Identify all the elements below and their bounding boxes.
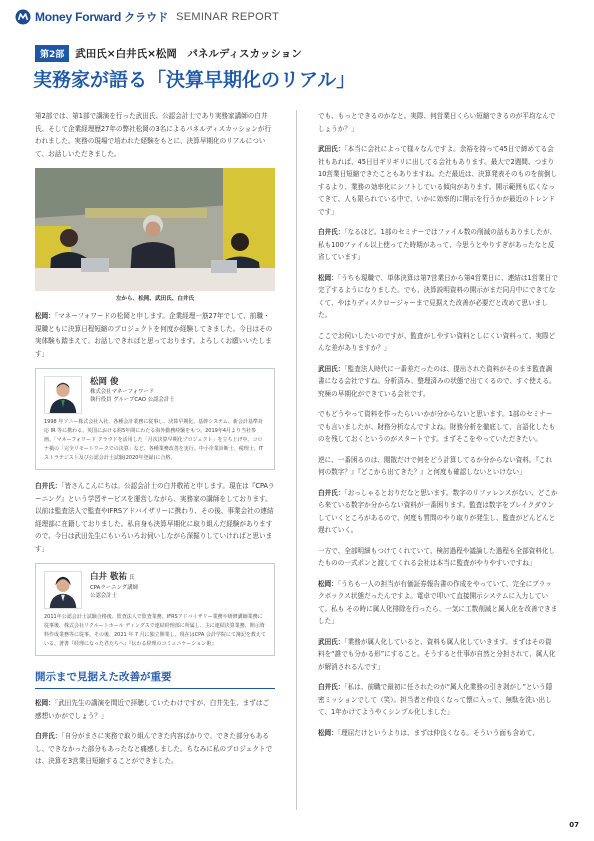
brand-suffix: クラウド bbox=[124, 11, 169, 24]
report-label: SEMINAR REPORT bbox=[176, 11, 280, 23]
dialogue-paragraph bbox=[318, 272, 558, 322]
dialogue-text: 「マネーフォワードの松岡と申します。企業経理一筋27年でして、前職・現職ともに決算日程短縮のプロジェクトを何度か経験してきました。今日はその実体験も踏まえて、お話しできればと思っております。よろしくお願いいたします」 bbox=[35, 312, 273, 358]
left-column bbox=[35, 110, 275, 776]
dialogue-paragraph bbox=[318, 681, 558, 719]
profile-name: 松岡 俊 bbox=[90, 377, 119, 387]
speaker-label: 武田氏： bbox=[318, 145, 345, 153]
speaker-label: 松岡： bbox=[318, 579, 338, 588]
profile-bio: 1998 年ソニー株式会社入社。各種会計業務に従事し、決算早期化、基幹システム、新会計基準対応 IR 等に携わる。英国における約5年間にわたる海外勤務経験をもつ。2019年4月より当社参画。「マネーフォワード クラウドを活用した「月次決算早期化プロジェクト」を立ち上げ中。コロナ禍の「完全リモートワークでの決算」など、各種業務改善を実行。中小企業診断士、税理士、ITストラテジスト及び公認会計士試験(2020年登録)に合格。 bbox=[44, 419, 264, 461]
dialogue-paragraph bbox=[318, 487, 558, 537]
right-column bbox=[318, 110, 558, 747]
profile-bio: 2011年公認会計士試験合格後、監査法人で監査業務、IFRSアドバイザリー業務や研修講師業務に従事後、株式会社リクルートホール ディングスで連結経理部に所属し、主に連結決算業務、開示資料作成業務等に従事。その後、2021 年 7 月に独立開業し、現在はCPA 会計学院にて簿記を教えている。著書『経理になった君たちへ』『伝わる経理のコミュニケーション術』 bbox=[44, 614, 266, 647]
profile-card-shirai bbox=[35, 563, 275, 656]
dialogue-paragraph bbox=[318, 363, 558, 401]
speaker-label: 松岡： bbox=[35, 312, 55, 320]
dialogue-text: 「業務が属人化していると、資料も属人化していきます。まずはその資料を“誰でも分かる形”にすること。そうすると仕事が自然と分担されて、属人化が解消されるんです」 bbox=[318, 637, 556, 671]
profile-header bbox=[44, 376, 266, 414]
column-divider bbox=[296, 110, 297, 810]
profile-title: 執行役員 グループCAO 公認会計士 bbox=[90, 397, 175, 403]
profile-header bbox=[44, 571, 266, 609]
dialogue-text: 「本当に会社によって様々なんですよ。余裕を持って45日で締めてる会社もあれば、45日目ギリギリに出してる会社もあります。最大で2週間、つまり10営業日短縮できたこともありますね。ただ最近は、決算発表そのものを前倒しするより、業務の効率化にシフトしている傾向があります。開示範囲も広くなってきて、人も限られている中で、いかに効率的に開示を行うかが最近のトレンドです」 bbox=[318, 145, 558, 216]
dialogue-text: 「武田先生の講演を間近で拝聴していたわけですが、白井先生、まずはご感想いかがでしょう？」 bbox=[35, 699, 270, 720]
dialogue-text: 「うちも現職で、単体決算は第7営業日から第4営業日に、連結は1営業日で完了するようになりました。でも、決算説明資料の開示がまだ同月中にできてなくて、やはりディスクロージャーまで見据えた改善が必要だと改めて思いました。 bbox=[318, 273, 558, 319]
dialogue-paragraph: ここでお伺いしたいのですが、監査がしやすい資料としにくい資料って、実際どんな差がありますか？」 bbox=[318, 331, 556, 352]
speaker-label: 白井氏： bbox=[318, 683, 345, 691]
speaker-label: 白井氏： bbox=[318, 228, 345, 236]
dialogue-paragraph bbox=[318, 727, 558, 740]
dialogue-paragraph: 一方で、全部明細もつけてくれていて、検討過程や議論した過程も全部資料化したものの一式ポンと渡してくれる会社は本当に監査がやりやすいですね」 bbox=[318, 546, 556, 567]
money-forward-logo-icon bbox=[15, 9, 31, 25]
dialogue-text: 「自分がまさに実務で取り組んできた内容ばかりで、できた部分もあるし、できなかった部分もあったなと痛感しました。ちなみに私のプロジェクトでは、決算を3営業日短縮することができました。 bbox=[35, 732, 273, 765]
avatar bbox=[44, 571, 82, 609]
part-heading: 武田氏×白井氏×松岡 パネルディスカッション bbox=[75, 48, 302, 60]
dialogue-text: 「皆さんこんにちは。公認会計士の白井敬祐と申します。現在は『CPAラーニング』という学習サービスを運営しながら、実務家の講師をしております。以前は監査法人で監査やIFRSアドバイザリーに携わり、その後、事業会社の連結経理部に在籍しておりました。私自身も決算早期化に取り組んだ経験がありますので、今日は武田先生にもいろいろお伺いしながら深掘りしていければと思います」 bbox=[35, 482, 275, 553]
speaker-label: 松岡： bbox=[318, 728, 338, 737]
dialogue-text: 「理屈だけというよりは、まずは仲良くなる。そういう面も含めて、 bbox=[337, 728, 539, 737]
profile-name-text: 白井 敬祐 bbox=[90, 572, 127, 582]
dialogue-text: 「私は、前職で最初に任されたのが“属人化業務の引き剥がし”という隠密ミッションでして（笑）。担当者と仲良くなって懐に入って、無駄を洗い出して、1年かけてようやくシンプル化しました」 bbox=[318, 683, 553, 716]
avatar bbox=[44, 376, 82, 414]
brand-header bbox=[15, 8, 279, 26]
speaker-label: 武田氏： bbox=[318, 364, 345, 373]
dialogue-text: 「おっしゃるとおりだなと思います。数字のリファレンスがない、どこから来ている数字か分からない資料が一番困ります。監査は数字をブレイクダウンしていくところがあるので、何度も質問のやり取りが発生し、監査がどんどんと遅れていく。 bbox=[318, 488, 558, 534]
dialogue-text: 「なるほど。1部のセミナーではファイル数の削減の話もありましたが、私も100ファイル以上使ってた時期があって、今思うとやりすぎがあったなと反省しています」 bbox=[318, 228, 557, 261]
dialogue-paragraph bbox=[318, 578, 558, 628]
profile-name bbox=[90, 571, 138, 584]
dialogue-paragraph bbox=[318, 226, 558, 264]
part-heading-row bbox=[35, 45, 302, 62]
profile-name-suffix: 氏 bbox=[128, 575, 135, 581]
speaker-label: 松岡： bbox=[318, 273, 338, 282]
brand-name: Money Forward bbox=[35, 10, 122, 24]
dialogue-paragraph bbox=[35, 697, 275, 722]
dialogue-paragraph bbox=[35, 480, 275, 555]
dialogue-paragraph bbox=[35, 730, 275, 768]
profile-card-matsuoka bbox=[35, 368, 275, 470]
speaker-label: 白井氏： bbox=[318, 488, 345, 497]
panel-photo bbox=[35, 168, 275, 291]
panel-photo-illustration bbox=[35, 168, 275, 291]
profile-info bbox=[90, 571, 138, 600]
speaker-label: 白井氏： bbox=[35, 732, 62, 740]
profile-info bbox=[90, 376, 175, 404]
part-badge: 第2部 bbox=[35, 45, 69, 62]
dialogue-text: 「監査法人時代に一番差だったのは、提出された資料がそのまま監査調書になる会社ですね。分析済み、整理済みの状態で出てくるので、すぐ使える。究極の早期化ができている会社です。 bbox=[318, 364, 556, 398]
profile-company: 株式会社マネーフォワード bbox=[90, 389, 155, 395]
section-heading: 開示まで見据えた改善が重要 bbox=[35, 670, 275, 689]
dialogue-paragraph: でもどうやって資料を作ったらいいかが分からないと思います。1部のセミナーでも言いましたが、財務分析なんですよね。財務分析を徹底して、言語化したものを残しておくというのがスタートです。まずそこをやっていただきたい。 bbox=[318, 410, 556, 443]
dialogue-paragraph: でも、もっとできるのかなと。実際、何営業日くらい短縮できるのが平均なんでしょうか？」 bbox=[318, 112, 556, 133]
dialogue-paragraph bbox=[318, 143, 558, 218]
intro-paragraph: 第2部では、第1部で講演を行った武田氏、公認会計士であり実務家講師の白井氏、そして企業経理歴27年の弊社松岡の3名によるパネルディスカッションが行われました。実務の現場で培われた経験をもとに、決算早期化のリアルについて、お話しいただきました。 bbox=[35, 112, 272, 158]
dialogue-paragraph bbox=[35, 310, 275, 360]
page-title: 実務家が語る「決算早期化のリアル」 bbox=[33, 69, 356, 91]
dialogue-paragraph bbox=[318, 636, 558, 674]
photo-caption: 左から、松岡、武田氏、白井氏 bbox=[115, 296, 195, 302]
speaker-label: 白井氏： bbox=[35, 482, 62, 490]
page-number: 07 bbox=[569, 821, 579, 829]
dialogue-paragraph: 逆に、一番困るのは、閲散だけで何をどう計算してるか分からない資料。『これ何の数字？』『どこから出てきた？』と何度も確認しないといけない」 bbox=[318, 455, 553, 476]
speaker-label: 武田氏： bbox=[318, 637, 345, 646]
profile-company: CPAラーニング講師 bbox=[90, 585, 138, 591]
dialogue-text: 「うちも一人の担当が有価証券報告書の作成をやっていて、完全にブラックボックス状態だったんですよ。電卓で叩いて直接開示システムに入力していて。私も その時に属人化排除を行ったら、一気に工数削減と属人化を改善できました」 bbox=[318, 579, 558, 625]
profile-title: 公認会計士 bbox=[90, 593, 117, 599]
speaker-label: 松岡： bbox=[35, 699, 55, 707]
